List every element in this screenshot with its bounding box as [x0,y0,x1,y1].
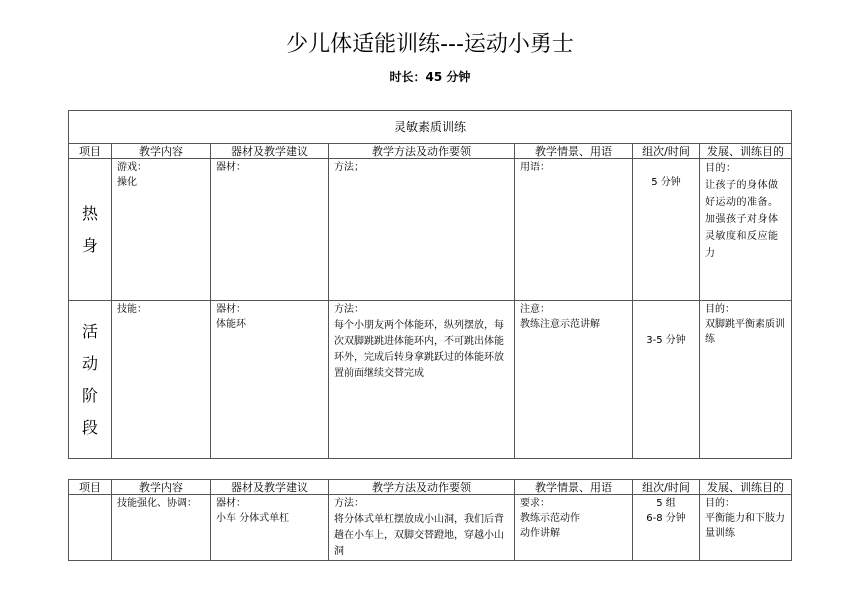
lesson-table-1 [68,110,792,459]
lesson-table-2 [68,479,792,561]
header-cell: 教学内容 [112,144,211,159]
time-cell: 5 组 6-8 分钟 [633,495,700,561]
header-cell: 项目 [69,144,112,159]
goal-cell: 目的： 双脚跳平衡素质训练 [700,301,792,459]
page-title: 少儿体适能训练---运动小勇士 [286,32,574,57]
content-cell: 技能强化、协调： [112,495,211,561]
equipment-cell: 器材： 体能环 [211,301,329,459]
scene-cell: 用语： [515,159,633,301]
content-cell: 技能： [112,301,211,459]
header-cell: 器材及教学建议 [211,480,329,495]
section-title: 灵敏素质训练 [69,111,792,144]
table-row [69,495,792,561]
header-cell: 器材及教学建议 [211,144,329,159]
content-cell: 游戏： 操化 [112,159,211,301]
header-cell: 教学情景、用语 [515,144,633,159]
header-cell: 发展、训练目的 [700,480,792,495]
equipment-cell: 器材： 小车 分体式单杠 [211,495,329,561]
method-cell: 方法： 每个小朋友两个体能环，纵列摆放，每次双脚跳跳进体能环内，不可跳出体能环外，完成后转身拿跳跃过的体能环放置前面继续交替完成 [329,301,515,459]
phase-cell: 热 身 [69,159,112,301]
goal-cell: 目的： 让孩子的身体做好运动的准备。 加强孩子对身体灵敏度和反应能力 [700,159,792,301]
header-cell: 项目 [69,480,112,495]
method-cell: 方法： 将分体式单杠摆放成小山洞，我们后背趟在小车上，双脚交替蹬地，穿越小山洞 [329,495,515,561]
table-row [69,159,792,301]
time-cell: 3-5 分钟 [633,301,700,459]
header-cell: 组次/时间 [633,144,700,159]
duration-label: 时长：45 分钟 [389,70,471,84]
header-cell: 教学情景、用语 [515,480,633,495]
header-row [69,144,792,159]
scene-cell: 要求： 教练示范动作 动作讲解 [515,495,633,561]
table-row [69,301,792,459]
time-cell: 5 分钟 [633,159,700,301]
goal-cell: 目的： 平衡能力和下肢力量训练 [700,495,792,561]
header-cell: 发展、训练目的 [700,144,792,159]
header-row [69,480,792,495]
equipment-cell: 器材： [211,159,329,301]
phase-cell [69,495,112,561]
header-cell: 教学内容 [112,480,211,495]
method-cell: 方法； [329,159,515,301]
phase-cell: 活 动 阶 段 [69,301,112,459]
header-cell: 教学方法及动作要领 [329,480,515,495]
header-cell: 组次/时间 [633,480,700,495]
header-cell: 教学方法及动作要领 [329,144,515,159]
scene-cell: 注意： 教练注意示范讲解 [515,301,633,459]
